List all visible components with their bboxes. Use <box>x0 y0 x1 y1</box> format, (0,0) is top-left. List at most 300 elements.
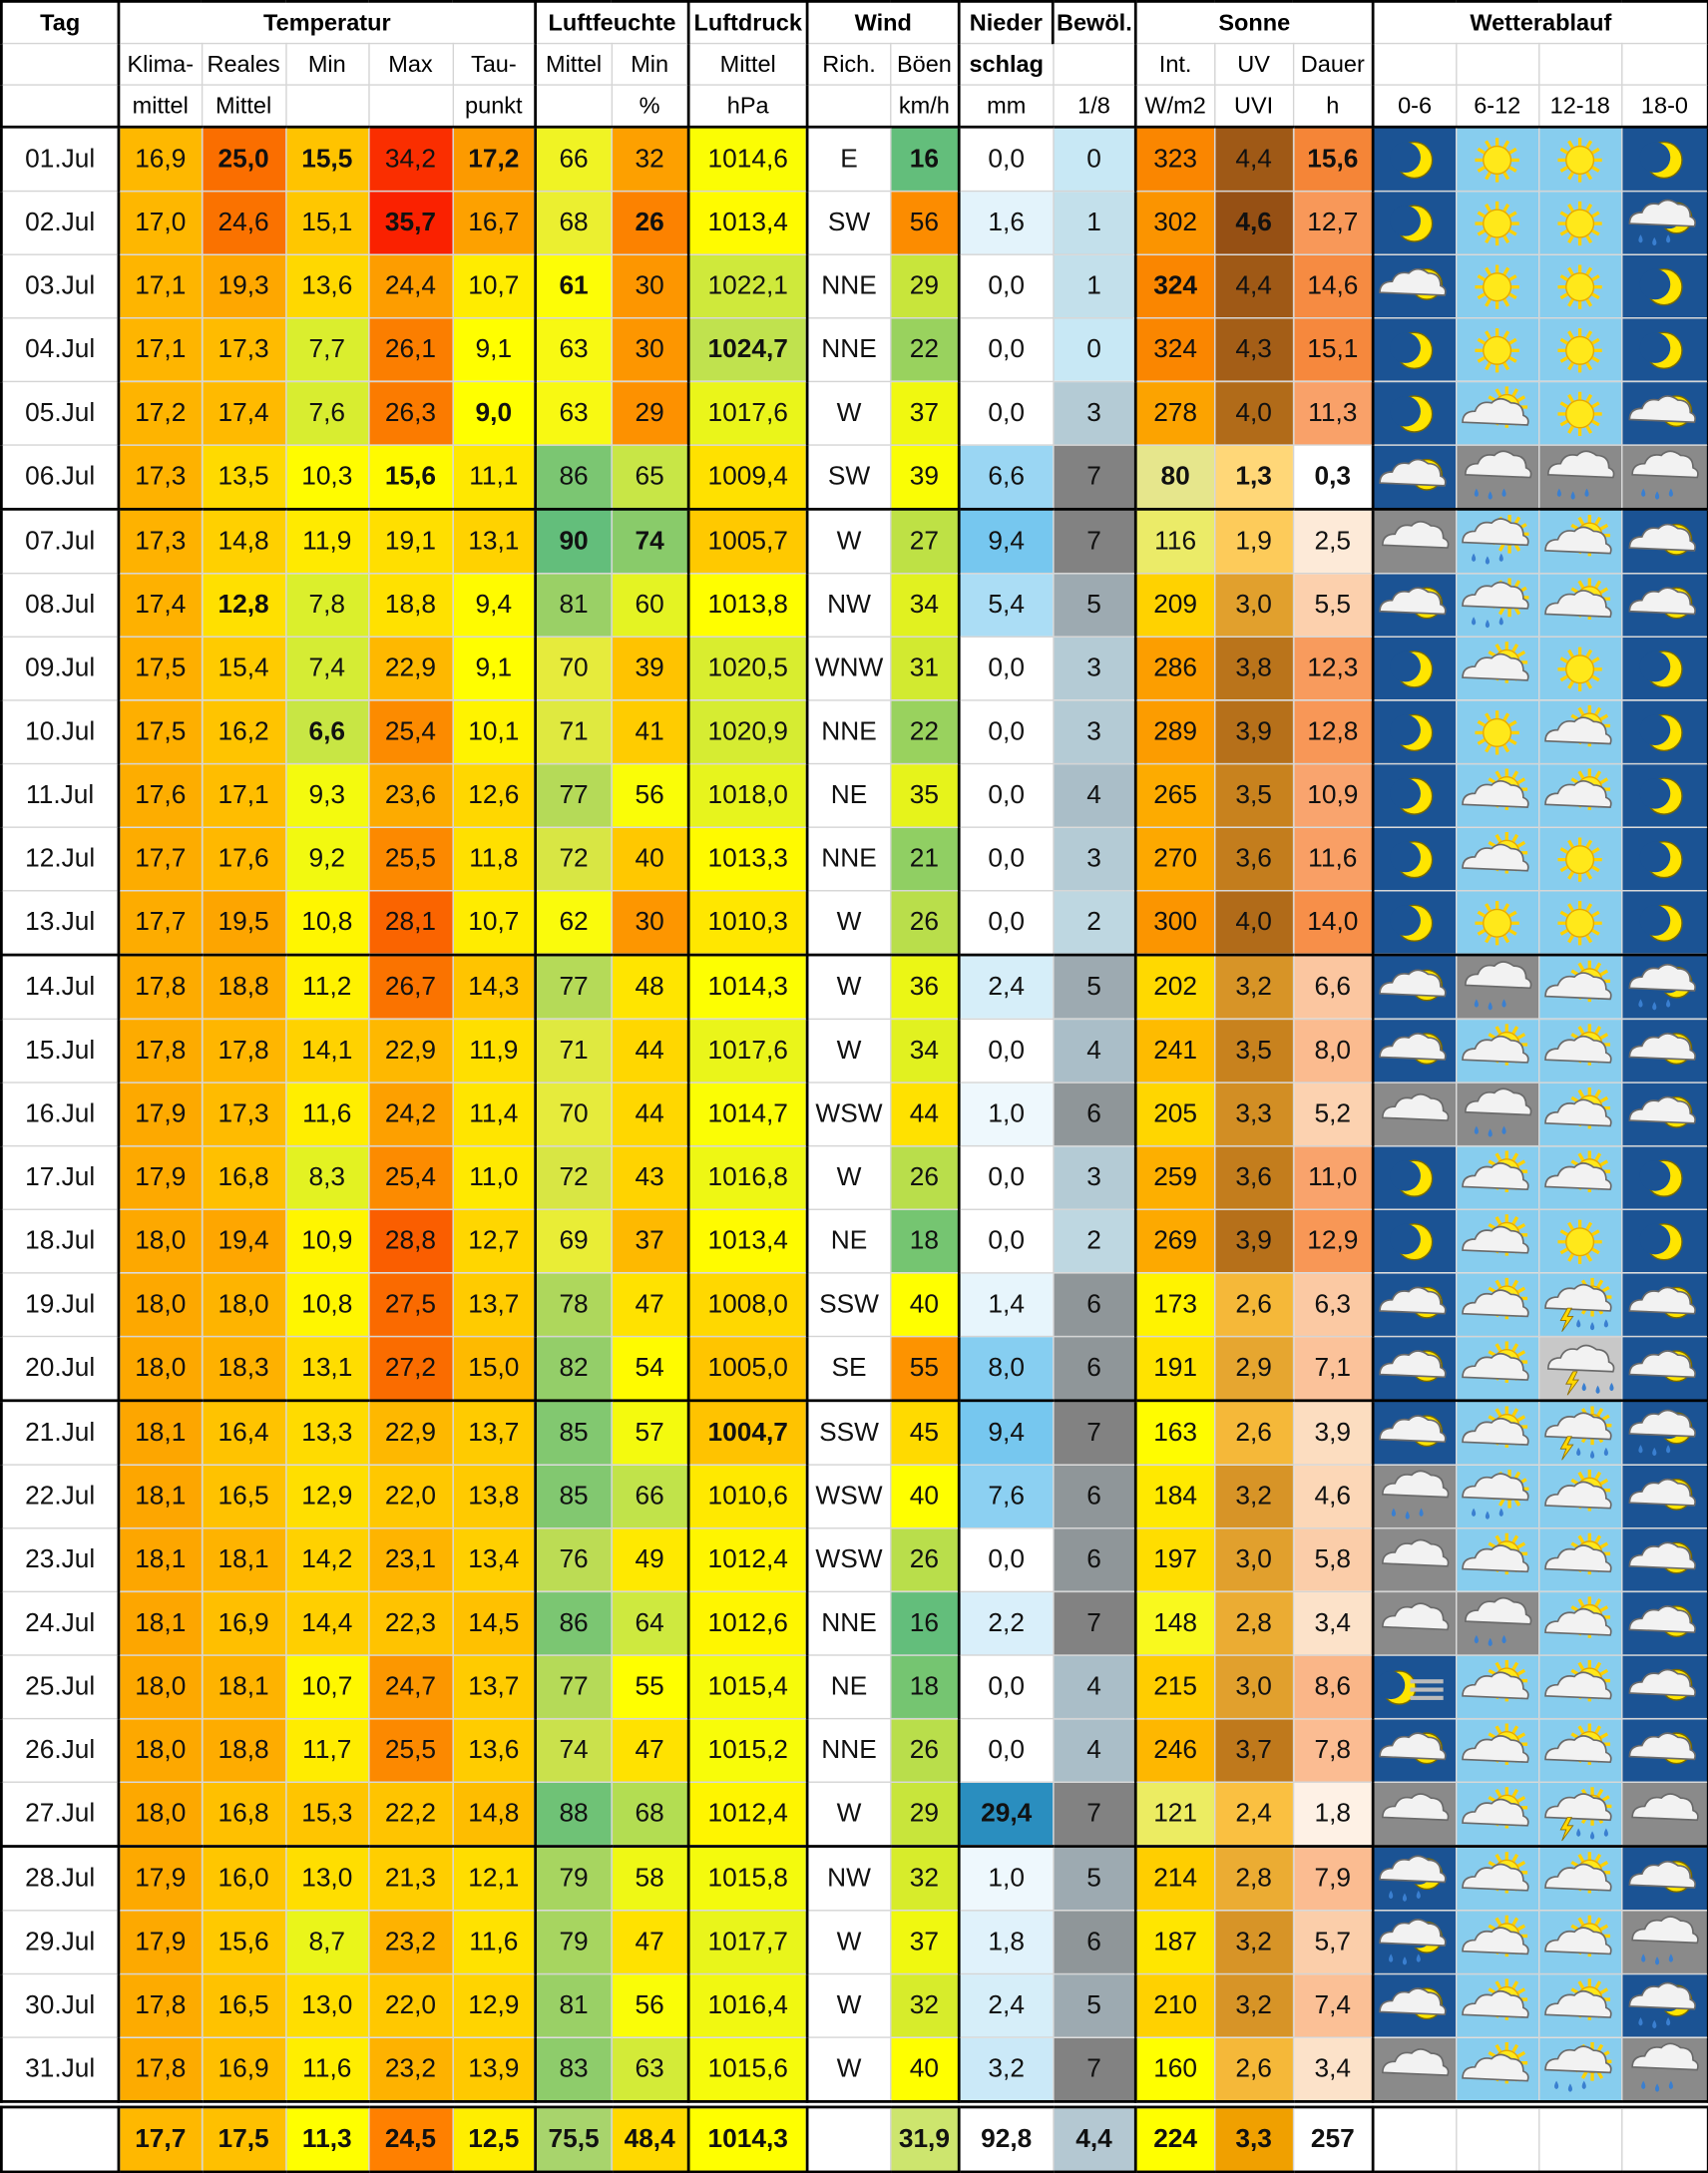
weather-period-cell <box>1621 1911 1708 1974</box>
value-cell: 22,9 <box>368 1019 452 1083</box>
weather-period-cell <box>1621 700 1708 764</box>
cloud-sun-icon <box>1540 1532 1620 1587</box>
value-cell: 7,1 <box>1293 1336 1373 1400</box>
value-cell: 61 <box>536 254 612 318</box>
cloud-sun-icon <box>1540 960 1620 1015</box>
value-cell: 1 <box>1053 254 1135 318</box>
cloud-sun-icon <box>1458 831 1537 886</box>
value-cell: 6 <box>1053 1336 1135 1400</box>
cloud-sun-icon <box>1458 1406 1537 1461</box>
value-cell: 23,2 <box>368 1911 452 1974</box>
value-cell: 14,4 <box>285 1591 368 1655</box>
header-group-5: Nieder <box>959 1 1053 43</box>
cloud-icon <box>1375 1532 1455 1587</box>
value-cell: 3,3 <box>1214 1083 1293 1146</box>
value-cell: 13,7 <box>453 1401 536 1465</box>
value-cell: 13,4 <box>453 1528 536 1592</box>
value-cell: 17,9 <box>119 1911 202 1974</box>
value-cell: 13,6 <box>453 1719 536 1783</box>
value-cell: 31 <box>890 637 959 700</box>
weather-period-cell <box>1456 955 1538 1019</box>
moon-icon <box>1624 704 1704 759</box>
storm-icon <box>1540 1341 1620 1396</box>
value-cell: 1022,1 <box>688 254 807 318</box>
table-row <box>1 1973 1708 2037</box>
cloud-sun-icon <box>1540 704 1620 759</box>
header-group-3: Luftdruck <box>688 1 807 43</box>
cloud-sun-icon <box>1540 1596 1620 1651</box>
value-cell: 18 <box>890 1209 959 1273</box>
value-cell: 17,3 <box>119 509 202 573</box>
value-cell: 4,0 <box>1214 891 1293 955</box>
header-cell: Mittel <box>688 44 807 85</box>
value-cell: 55 <box>890 1336 959 1400</box>
sun-icon <box>1540 1213 1620 1268</box>
header-group-1: Temperatur <box>119 1 536 43</box>
cloud-sun-icon <box>1540 1723 1620 1778</box>
weather-period-cell <box>1621 1083 1708 1146</box>
value-cell: 17,0 <box>119 192 202 255</box>
value-cell: W <box>807 1911 890 1974</box>
table-row <box>1 1019 1708 1083</box>
value-cell: 18,3 <box>202 1336 285 1400</box>
value-cell: 3,0 <box>1214 574 1293 638</box>
weather-period-cell <box>1456 1847 1538 1911</box>
weather-period-cell <box>1373 891 1456 955</box>
value-cell: 26,3 <box>368 381 452 445</box>
day-label: 20.Jul <box>1 1336 119 1400</box>
value-cell: 9,2 <box>285 827 368 891</box>
day-label: 05.Jul <box>1 381 119 445</box>
value-cell: 86 <box>536 445 612 509</box>
cloud-sun-icon <box>1540 1150 1620 1205</box>
value-cell: 13,8 <box>453 1465 536 1528</box>
weather-period-cell <box>1538 764 1621 828</box>
weather-period-cell <box>1538 574 1621 638</box>
header-cell <box>1538 44 1621 85</box>
sun-icon <box>1458 322 1537 377</box>
value-cell: 289 <box>1135 700 1214 764</box>
value-cell: 25,0 <box>202 127 285 191</box>
value-cell: NNE <box>807 318 890 382</box>
day-label: 24.Jul <box>1 1591 119 1655</box>
value-cell: W <box>807 2037 890 2101</box>
value-cell: 13,9 <box>453 2037 536 2101</box>
value-cell: W <box>807 1973 890 2037</box>
weather-period-cell <box>1373 1273 1456 1337</box>
value-cell: 1015,2 <box>688 1719 807 1783</box>
sun-icon <box>1540 322 1620 377</box>
value-cell: 1,4 <box>959 1273 1053 1337</box>
value-cell: 57 <box>612 1401 688 1465</box>
weather-period-cell <box>1373 254 1456 318</box>
cloud-moon-icon <box>1624 1532 1704 1587</box>
value-cell: 7,8 <box>285 574 368 638</box>
value-cell: NNE <box>807 827 890 891</box>
table-body <box>1 127 1708 2172</box>
weather-period-cell <box>1621 827 1708 891</box>
weather-period-cell <box>1621 192 1708 255</box>
header-cell: Min <box>612 44 688 85</box>
cloud-sun-icon <box>1458 386 1537 441</box>
cloud-sun-icon <box>1540 1915 1620 1969</box>
value-cell: 8,0 <box>1293 1019 1373 1083</box>
sun-icon <box>1540 132 1620 187</box>
value-cell: 13,1 <box>453 509 536 573</box>
value-cell: 7 <box>1053 509 1135 573</box>
value-cell: 17,2 <box>119 381 202 445</box>
value-cell: 8,0 <box>959 1336 1053 1400</box>
weather-period-cell <box>1456 891 1538 955</box>
value-cell: 22,0 <box>368 1973 452 2037</box>
weather-period-cell <box>1456 637 1538 700</box>
value-cell: 3,9 <box>1214 700 1293 764</box>
cloud-sun-icon <box>1458 1851 1537 1906</box>
value-cell: 70 <box>536 637 612 700</box>
value-cell: 78 <box>536 1273 612 1337</box>
weather-period-cell <box>1456 254 1538 318</box>
header-cell <box>1053 44 1135 85</box>
value-cell: 6 <box>1053 1273 1135 1337</box>
value-cell: 11,1 <box>453 445 536 509</box>
weather-period-cell <box>1456 827 1538 891</box>
cloud-sun-icon <box>1540 1978 1620 2033</box>
moon-icon <box>1375 1150 1455 1205</box>
value-cell: 18,0 <box>119 1273 202 1337</box>
header-cell: Rich. <box>807 44 890 85</box>
value-cell: 1,0 <box>959 1847 1053 1911</box>
value-cell: 3,2 <box>959 2037 1053 2101</box>
value-cell: 17,8 <box>119 1973 202 2037</box>
moon-icon <box>1624 1213 1704 1268</box>
value-cell: 0,0 <box>959 637 1053 700</box>
value-cell: 9,4 <box>959 1401 1053 1465</box>
value-cell: 54 <box>612 1336 688 1400</box>
header-cell <box>1621 44 1708 85</box>
cloud-icon <box>1624 1786 1704 1841</box>
value-cell: 3,5 <box>1214 764 1293 828</box>
weather-period-cell <box>1456 2037 1538 2101</box>
value-cell: 40 <box>890 1273 959 1337</box>
value-cell: 0,0 <box>959 1719 1053 1783</box>
weather-period-cell <box>1456 445 1538 509</box>
sun-icon <box>1540 895 1620 950</box>
weather-period-cell <box>1373 1083 1456 1146</box>
weather-period-cell <box>1538 318 1621 382</box>
sun-icon <box>1458 132 1537 187</box>
header-cell: Tau- <box>453 44 536 85</box>
table-row <box>1 1847 1708 1911</box>
value-cell: 1015,6 <box>688 2037 807 2101</box>
day-label: 11.Jul <box>1 764 119 828</box>
day-label: 10.Jul <box>1 700 119 764</box>
value-cell: 17,6 <box>119 764 202 828</box>
value-cell: NNE <box>807 700 890 764</box>
table-row <box>1 1083 1708 1146</box>
header-cell: Böen <box>890 44 959 85</box>
value-cell: 16,7 <box>453 192 536 255</box>
value-cell: 6 <box>1053 1465 1135 1528</box>
storm-sun-icon <box>1540 1406 1620 1461</box>
value-cell: 69 <box>536 1209 612 1273</box>
value-cell: 49 <box>612 1528 688 1592</box>
rain-icon <box>1458 449 1537 504</box>
moon-icon <box>1375 386 1455 441</box>
value-cell: 2,2 <box>959 1591 1053 1655</box>
value-cell: 22 <box>890 318 959 382</box>
value-cell: 64 <box>612 1591 688 1655</box>
value-cell: 63 <box>612 2037 688 2101</box>
header-cell <box>1 44 119 85</box>
value-cell: 3,6 <box>1214 1146 1293 1210</box>
value-cell: 259 <box>1135 1146 1214 1210</box>
weather-period-cell <box>1456 1655 1538 1719</box>
weather-period-cell <box>1538 1273 1621 1337</box>
header-cell: mm <box>959 85 1053 127</box>
value-cell: 17,5 <box>119 637 202 700</box>
value-cell: 13,0 <box>285 1847 368 1911</box>
value-cell: 3,0 <box>1214 1655 1293 1719</box>
value-cell: 22,3 <box>368 1591 452 1655</box>
rain-icon <box>1624 1915 1704 1969</box>
cloud-sun-icon <box>1458 2041 1537 2096</box>
value-cell: 23,6 <box>368 764 452 828</box>
value-cell: 5 <box>1053 955 1135 1019</box>
value-cell: 0,0 <box>959 1655 1053 1719</box>
value-cell: 25,4 <box>368 1146 452 1210</box>
weather-period-cell <box>1456 1083 1538 1146</box>
table-row <box>1 509 1708 573</box>
cloud-moon-icon <box>1624 1469 1704 1523</box>
weather-period-cell <box>1538 637 1621 700</box>
value-cell: 12,3 <box>1293 637 1373 700</box>
value-cell: 11,4 <box>453 1083 536 1146</box>
weather-period-cell <box>1621 2037 1708 2101</box>
value-cell: 0,0 <box>959 318 1053 382</box>
value-cell: 22,9 <box>368 637 452 700</box>
value-cell: 39 <box>890 445 959 509</box>
value-cell: 1013,3 <box>688 827 807 891</box>
total-cell: 24,5 <box>368 2107 452 2172</box>
value-cell: 14,1 <box>285 1019 368 1083</box>
header-cell: km/h <box>890 85 959 127</box>
table-row <box>1 1911 1708 1974</box>
value-cell: 17,4 <box>119 574 202 638</box>
value-cell: 205 <box>1135 1083 1214 1146</box>
value-cell: 3,6 <box>1214 827 1293 891</box>
value-cell: 13,1 <box>285 1336 368 1400</box>
weather-period-cell <box>1373 1782 1456 1846</box>
value-cell: 72 <box>536 827 612 891</box>
weather-period-cell <box>1373 1146 1456 1210</box>
fog-moon-icon <box>1375 1659 1455 1714</box>
weather-period-cell <box>1621 1591 1708 1655</box>
value-cell: 3 <box>1053 700 1135 764</box>
value-cell: 17,9 <box>119 1847 202 1911</box>
weather-period-cell <box>1621 637 1708 700</box>
value-cell: 23,2 <box>368 2037 452 2101</box>
value-cell: 81 <box>536 574 612 638</box>
value-cell: 1012,6 <box>688 1591 807 1655</box>
cloud-moon-icon <box>1624 1024 1704 1079</box>
value-cell: WSW <box>807 1083 890 1146</box>
value-cell: 11,7 <box>285 1719 368 1783</box>
value-cell: 18,0 <box>119 1336 202 1400</box>
value-cell: 74 <box>612 509 688 573</box>
day-label: 08.Jul <box>1 574 119 638</box>
value-cell: 7,4 <box>1293 1973 1373 2037</box>
cloud-moon-icon <box>1624 386 1704 441</box>
weather-period-cell <box>1538 1336 1621 1400</box>
value-cell: 34 <box>890 574 959 638</box>
sun-icon <box>1540 641 1620 695</box>
day-label: 15.Jul <box>1 1019 119 1083</box>
value-cell: 18,1 <box>119 1401 202 1465</box>
header-cell: Mittel <box>536 44 612 85</box>
value-cell: 18 <box>890 1655 959 1719</box>
value-cell: 10,9 <box>285 1209 368 1273</box>
value-cell: 4 <box>1053 1655 1135 1719</box>
cloud-sun-icon <box>1540 1024 1620 1079</box>
value-cell: 302 <box>1135 192 1214 255</box>
value-cell: 7 <box>1053 1782 1135 1846</box>
value-cell: 1013,4 <box>688 1209 807 1273</box>
cloud-moon-icon <box>1624 1086 1704 1141</box>
value-cell: 10,8 <box>285 1273 368 1337</box>
value-cell: 6,6 <box>285 700 368 764</box>
value-cell: 9,4 <box>959 509 1053 573</box>
cloud-icon <box>1375 2041 1455 2096</box>
value-cell: NW <box>807 1847 890 1911</box>
weather-period-cell <box>1456 1273 1538 1337</box>
value-cell: 26 <box>890 1528 959 1592</box>
value-cell: 60 <box>612 574 688 638</box>
weather-period-cell <box>1456 1019 1538 1083</box>
rain-icon <box>1458 1086 1537 1141</box>
value-cell: 45 <box>890 1401 959 1465</box>
total-cell: 92,8 <box>959 2107 1053 2172</box>
header-cell <box>536 85 612 127</box>
value-cell: 68 <box>612 1782 688 1846</box>
value-cell: 4,6 <box>1214 192 1293 255</box>
value-cell: 7,9 <box>1293 1847 1373 1911</box>
value-cell: 4,0 <box>1214 381 1293 445</box>
day-label: 28.Jul <box>1 1847 119 1911</box>
table-row <box>1 1336 1708 1400</box>
value-cell: 1013,8 <box>688 574 807 638</box>
cloud-icon <box>1375 1086 1455 1141</box>
weather-period-cell <box>1373 1591 1456 1655</box>
table-row <box>1 700 1708 764</box>
table-row <box>1 1591 1708 1655</box>
value-cell: 1017,7 <box>688 1911 807 1974</box>
weather-period-cell <box>1538 1019 1621 1083</box>
moon-icon <box>1375 641 1455 695</box>
moon-icon <box>1375 768 1455 823</box>
value-cell: 16,5 <box>202 1973 285 2037</box>
value-cell: 43 <box>612 1146 688 1210</box>
weather-period-cell <box>1538 700 1621 764</box>
value-cell: 1015,8 <box>688 1847 807 1911</box>
rain-icon <box>1624 449 1704 504</box>
value-cell: 324 <box>1135 254 1214 318</box>
moon-icon <box>1624 322 1704 377</box>
total-blank-cell <box>1621 2107 1708 2172</box>
weather-period-cell <box>1373 509 1456 573</box>
value-cell: 3,2 <box>1214 955 1293 1019</box>
value-cell: 32 <box>890 1847 959 1911</box>
value-cell: 16,5 <box>202 1465 285 1528</box>
value-cell: 0,0 <box>959 254 1053 318</box>
weather-period-cell <box>1373 1019 1456 1083</box>
value-cell: 15,1 <box>1293 318 1373 382</box>
weather-period-cell <box>1621 1401 1708 1465</box>
value-cell: 8,3 <box>285 1146 368 1210</box>
header-cell: Max <box>368 44 452 85</box>
header-group-8: Wetterablauf <box>1373 1 1708 43</box>
value-cell: 17,1 <box>202 764 285 828</box>
value-cell: 13,6 <box>285 254 368 318</box>
value-cell: 0,0 <box>959 891 1053 955</box>
value-cell: 44 <box>890 1083 959 1146</box>
weather-period-cell <box>1538 381 1621 445</box>
value-cell: 5,5 <box>1293 574 1373 638</box>
moon-icon <box>1375 704 1455 759</box>
value-cell: 12,7 <box>453 1209 536 1273</box>
cloud-sun-icon <box>1458 1786 1537 1841</box>
value-cell: 0,0 <box>959 1209 1053 1273</box>
weather-period-cell <box>1538 1782 1621 1846</box>
table-row <box>1 637 1708 700</box>
value-cell: 15,3 <box>285 1782 368 1846</box>
weather-period-cell <box>1373 700 1456 764</box>
weather-period-cell <box>1621 1465 1708 1528</box>
weather-period-cell <box>1538 1973 1621 2037</box>
value-cell: 17,3 <box>202 318 285 382</box>
value-cell: 76 <box>536 1528 612 1592</box>
value-cell: SE <box>807 1336 890 1400</box>
value-cell: 24,2 <box>368 1083 452 1146</box>
value-cell: 215 <box>1135 1655 1214 1719</box>
weather-period-cell <box>1621 254 1708 318</box>
value-cell: 187 <box>1135 1911 1214 1974</box>
weather-period-cell <box>1621 1019 1708 1083</box>
value-cell: 3,2 <box>1214 1911 1293 1974</box>
weather-period-cell <box>1538 1083 1621 1146</box>
cloud-moon-icon <box>1375 960 1455 1015</box>
value-cell: 12,8 <box>202 574 285 638</box>
value-cell: 14,6 <box>1293 254 1373 318</box>
value-cell: 5 <box>1053 574 1135 638</box>
value-cell: 26,7 <box>368 955 452 1019</box>
cloud-sun-icon <box>1458 1213 1537 1268</box>
header-cell <box>285 85 368 127</box>
value-cell: 0 <box>1053 127 1135 191</box>
weather-period-cell <box>1538 2037 1621 2101</box>
sun-icon <box>1458 258 1537 313</box>
value-cell: 63 <box>536 318 612 382</box>
value-cell: 6 <box>1053 1083 1135 1146</box>
cloud-sun-icon <box>1540 1851 1620 1906</box>
value-cell: 32 <box>612 127 688 191</box>
value-cell: 4,4 <box>1214 127 1293 191</box>
sun-icon <box>1458 196 1537 250</box>
value-cell: W <box>807 1782 890 1846</box>
value-cell: 0,0 <box>959 1146 1053 1210</box>
value-cell: 16 <box>890 1591 959 1655</box>
value-cell: 7 <box>1053 1591 1135 1655</box>
weather-period-cell <box>1373 827 1456 891</box>
